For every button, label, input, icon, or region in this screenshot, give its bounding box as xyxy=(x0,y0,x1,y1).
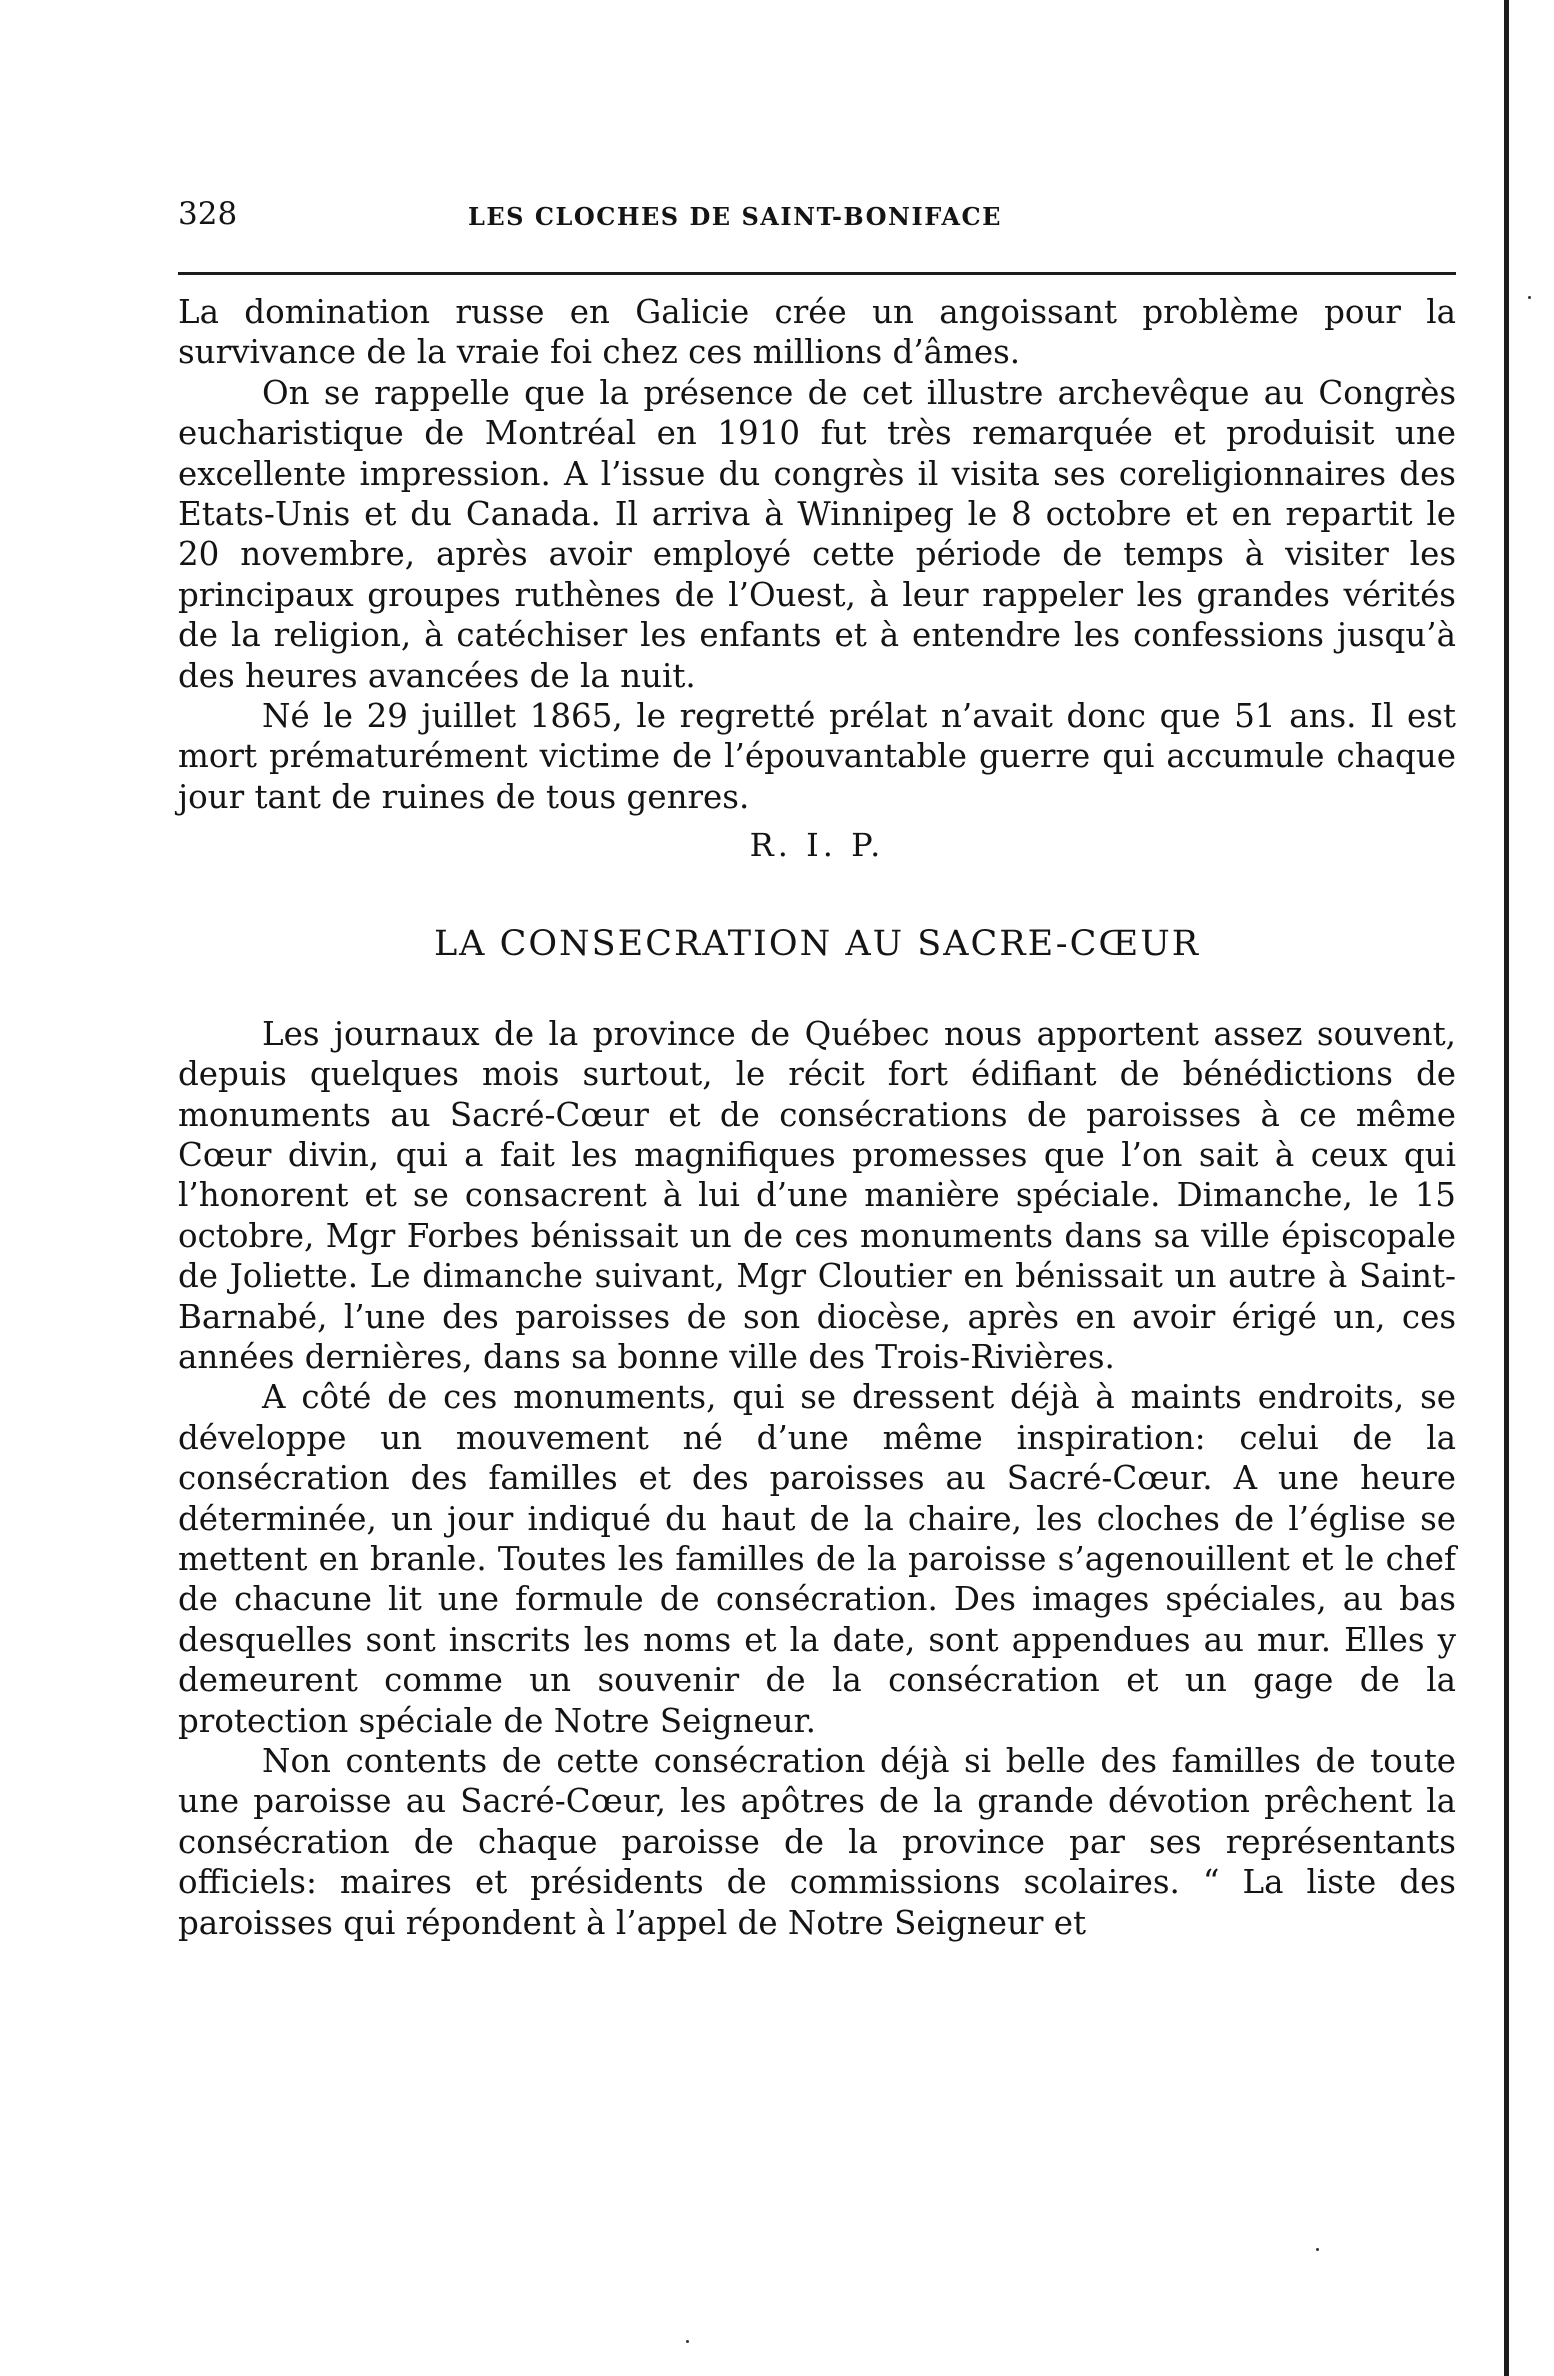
print-speck xyxy=(1528,296,1531,299)
page-body xyxy=(178,292,1456,1943)
paragraph-1: La domination russe en Galicie crée un angoissant problème pour la survivance de la vraie foi chez ces millions d’âmes. xyxy=(178,293,1456,372)
page-number: 328 xyxy=(178,196,238,232)
paragraph-4: Les journaux de la province de Québec nous apportent assez souvent, depuis quelques mois surtout, le récit fort édifiant de bénédictions de monuments au Sacré-Cœur et de consécrations de paroisses à ce même Cœur divin, qui a fait les magnifiques promesses que l’on sait à ceux qui l’honorent et se consacrent à lui d’une manière spéciale. Dimanche, le 15 octobre, Mgr Forbes bénissait un de ces monuments dans sa ville épiscopale de Joliette. Le dimanche suivant, Mgr Cloutier en bénissait un autre à Saint-Barnabé, l’une des paroisses de son diocèse, après en avoir érigé un, ces années dernières, dans sa bonne ville des Trois-Rivières. xyxy=(178,1014,1456,1376)
section-title: LA CONSECRATION AU SACRE-CŒUR xyxy=(433,923,1201,964)
paragraph-5: A côté de ces monuments, qui se dressent déjà à maints endroits, se développe un mouvement né d’une même inspiration: celui de la consécration des familles et des paroisses au Sacré-Cœur. A une heure déterminée, un jour indiqué du haut de la chaire, les cloches de l’église se mettent en branle. Toutes les familles de la paroisse s’agenouillent et le chef de chacune lit une formule de consécration. Des images spéciales, au bas desquelles sont inscrits les noms et la date, sont appendues au mur. Elles y demeurent comme un souvenir de la consécration et un gage de la protection spéciale de Notre Seigneur. xyxy=(178,1378,1456,1740)
page-edge-line xyxy=(1504,0,1509,2376)
print-speck xyxy=(686,2340,689,2343)
running-title: LES CLOCHES DE SAINT-BONIFACE xyxy=(468,202,1002,231)
page-header xyxy=(178,196,1456,236)
header-rule xyxy=(178,272,1456,275)
paragraph-3: Né le 29 juillet 1865, le regretté prélat n’avait donc que 51 ans. Il est mort prématurément victime de l’épouvantable guerre qui accumule chaque jour tant de ruines de tous genres. xyxy=(178,697,1456,816)
rip-line: R. I. P. xyxy=(749,826,885,865)
paragraph-2: On se rappelle que la présence de cet illustre archevêque au Congrès eucharistique de Montréal en 1910 fut très remarquée et produisit une excellente impression. A l’issue du congrès il visita ses coreligionnaires des Etats-Unis et du Canada. Il arriva à Winnipeg le 8 octobre et en repartit le 20 novembre, après avoir employé cette période de temps à visiter les principaux groupes ruthènes de l’Ouest, à leur rappeler les grandes vérités de la religion, à catéchiser les enfants et à entendre les confessions jusqu’à des heures avancées de la nuit. xyxy=(178,373,1456,695)
print-speck xyxy=(1316,2248,1319,2251)
paragraph-6: Non contents de cette consécration déjà si belle des familles de toute une paroisse au Sacré-Cœur, les apôtres de la grande dévotion prêchent la consécration de chaque paroisse de la province par ses représentants officiels: maires et présidents de commissions scolaires. “ La liste des paroisses qui répondent à l’appel de Notre Seigneur et xyxy=(178,1742,1456,1942)
